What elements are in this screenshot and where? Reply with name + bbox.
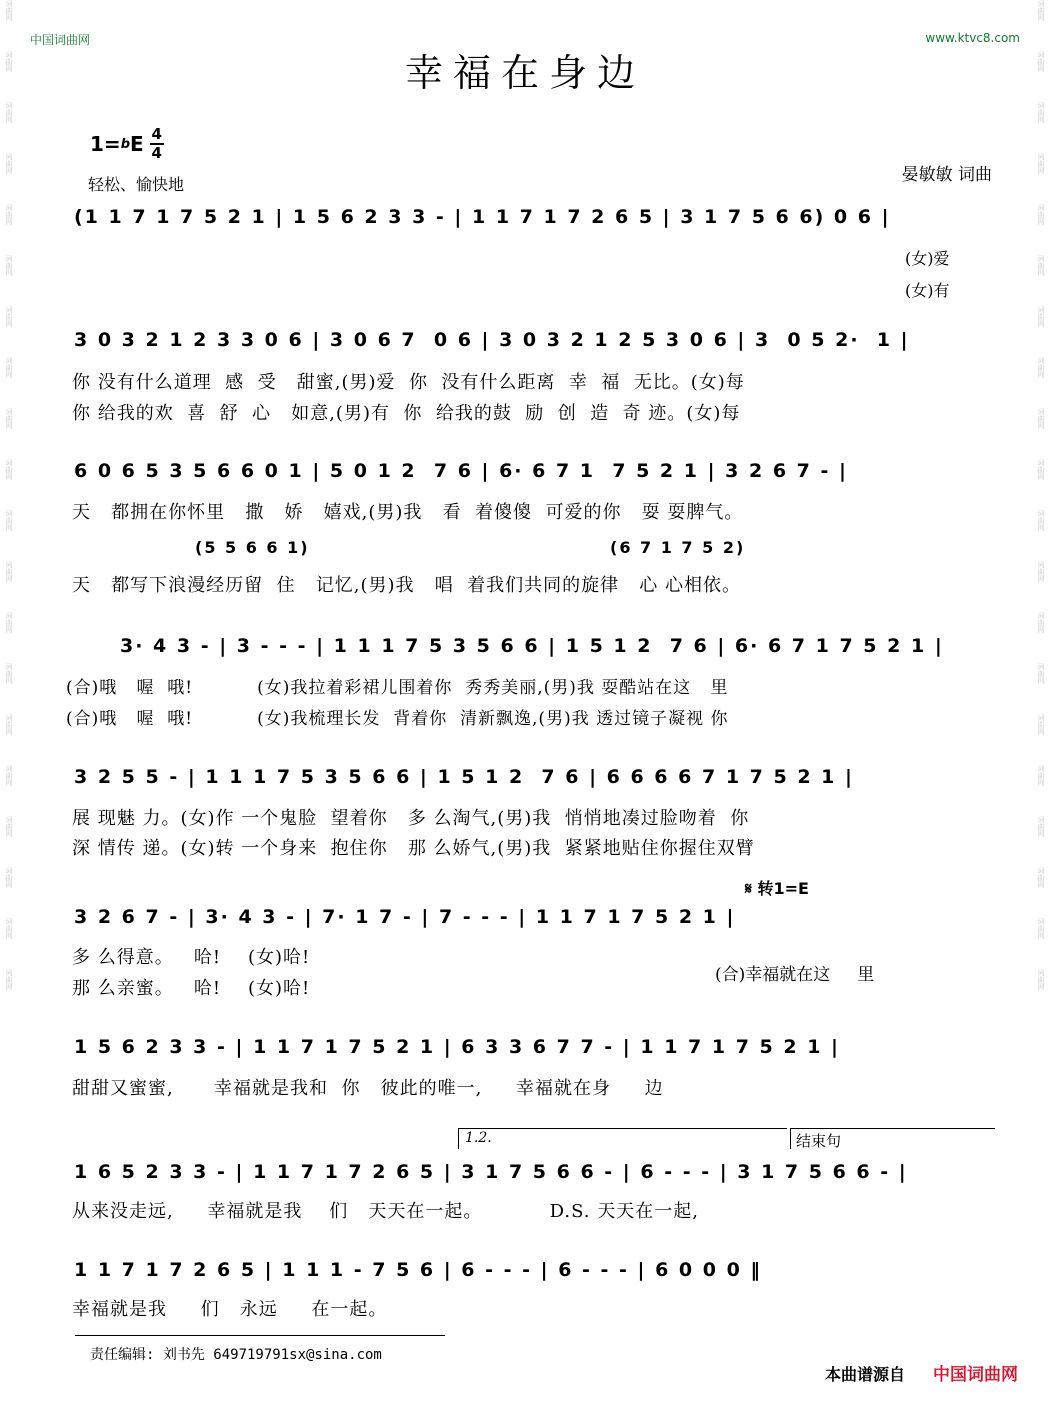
notes-line: 1 1 7 1 7 2 6 5 | 1 1 1 - 7 5 6 | 6 - - - | 6 - - - | 6 0 0 0 ‖: [74, 1259, 762, 1281]
lyric-line: (合)哦 喔 哦! (女)我梳理长发 背着你 清新飘逸,(男)我 透过镜子凝视 你: [66, 709, 729, 729]
ending-label: 结束句: [796, 1132, 842, 1150]
notes-line: 3 2 6 7 - | 3· 4 3 - | 7· 1 7 - | 7 - - - | 1 1 7 1 7 5 2 1 |: [74, 906, 736, 928]
notes-line: 6 0 6 5 3 5 6 6 0 1 | 5 0 1 2 7 6 | 6· 6 7 1 7 5 2 1 | 3 2 6 7 - |: [74, 460, 848, 482]
volta-line: [458, 1128, 787, 1149]
notes-line: 3· 4 3 - | 3 - - - | 1 1 1 7 5 3 5 6 6 | 1 5 1 2 7 6 | 6· 6 7 1 7 5 2 1 |: [120, 635, 944, 657]
key-prefix: 1=: [90, 132, 121, 156]
lyric-line: 你 没有什么道理 感 受 甜蜜,(男)爱 你 没有什么距离 幸 福 无比。(女)每: [72, 372, 745, 393]
lyric-line: (合)哦 喔 哦! (女)我拉着彩裙儿围着你 秀秀美丽,(男)我 耍酷站在这 里: [66, 678, 729, 698]
lyric-line: 幸福就是我 们 永远 在一起。: [72, 1299, 388, 1320]
lyric-line: (女)爱: [905, 249, 950, 268]
page-title: 幸福在身边: [404, 51, 645, 95]
lyric-line: (女)有: [905, 281, 950, 300]
notes-line: 3 2 5 5 - | 1 1 1 7 5 3 5 6 6 | 1 5 1 2 7 6 | 6 6 6 6 7 1 7 5 2 1 |: [74, 766, 854, 788]
lyric-line: 你 给我的欢 喜 舒 心 如意,(男)有 你 给我的鼓 励 创 造 奇 迹。(女)每: [72, 403, 741, 424]
lyric-line: 天 都拥在你怀里 撒 娇 嬉戏,(男)我 看 着傻傻 可爱的你 耍 耍脾气。: [72, 502, 744, 523]
key-signature: [90, 126, 164, 162]
segno-modulation: 𝄋 转1=E: [745, 879, 809, 898]
lyric-line: 甜甜又蜜蜜, 幸福就是我和 你 彼此的唯一, 幸福就在身 边: [72, 1078, 664, 1099]
site-name-link[interactable]: 中国词曲网: [30, 33, 91, 47]
time-signature: [150, 126, 164, 162]
notes-line: 1 6 5 2 3 3 - | 1 1 7 1 7 2 6 5 | 3 1 7 5 6 6 - | 6 - - - | 3 1 7 5 6 6 - |: [74, 1161, 908, 1183]
author-credit: 晏敏敏 词曲: [901, 165, 992, 185]
volta-bracket: 1.2.: [465, 1130, 492, 1146]
source-brand-link[interactable]: 中国词曲网: [933, 1365, 1018, 1385]
lyric-line: 深 情传 递。(女)转 一个身来 抱住你 那 么娇气,(男)我 紧紧地贴住你握住双臂: [72, 838, 755, 859]
lyric-line: 天 都写下浪漫经历留 住 记忆,(男)我 唱 着我们共同的旋律 心 心相依。: [72, 575, 742, 596]
alt-notes: (5 5 6 6 1): [195, 538, 310, 557]
key-note: E: [130, 132, 144, 156]
lyric-line: 从来没走远, 幸福就是我 们 天天在一起。 D.S. 天天在一起,: [72, 1201, 699, 1222]
time-top: 4: [151, 125, 162, 143]
time-bottom: 4: [151, 144, 162, 162]
notes-line: (1 1 7 1 7 5 2 1 | 1 5 6 2 3 3 - | 1 1 7 1 7 2 6 5 | 3 1 7 5 6 6) 0 6 |: [74, 206, 891, 228]
alt-notes: (6 7 1 7 5 2): [610, 538, 746, 557]
tempo-marking: 轻松、愉快地: [88, 175, 185, 194]
footer-divider: [75, 1335, 445, 1336]
notes-line: 3 0 3 2 1 2 3 3 0 6 | 3 0 6 7 0 6 | 3 0 3 2 1 2 5 3 0 6 | 3 0 5 2· 1 |: [74, 329, 910, 351]
notes-line: 1 5 6 2 3 3 - | 1 1 7 1 7 5 2 1 | 6 3 3 6 7 7 - | 1 1 7 1 7 5 2 1 |: [74, 1036, 840, 1058]
chorus-lyric: (合)幸福就在这 里: [715, 965, 875, 985]
source-label: 本曲谱源自: [824, 1365, 905, 1384]
ending-line: [790, 1128, 995, 1149]
site-url-link[interactable]: www.ktvc8.com: [925, 31, 1020, 45]
lyric-line: 展 现魅 力。(女)作 一个鬼脸 望着你 多 么淘气,(男)我 悄悄地凑过脸吻着 你: [72, 808, 750, 829]
editor-credit: 责任编辑: 刘书先 649719791sx@sina.com: [90, 1347, 382, 1363]
side-watermark-left: 词曲网 词曲网 词曲网 词曲网 词曲网 词曲网 词曲网 词曲网 词曲网 词曲网 词曲网 词曲网 词曲网 词曲网 词曲网 词曲网 词曲网 词曲网 词曲网 词曲网: [5, 0, 13, 990]
side-watermark-right: 词曲网 词曲网 词曲网 词曲网 词曲网 词曲网 词曲网 词曲网 词曲网 词曲网 词曲网 词曲网 词曲网 词曲网 词曲网 词曲网 词曲网 词曲网 词曲网 词曲网: [1037, 0, 1045, 990]
lyric-line: 多 么得意。 哈! (女)哈!: [72, 947, 311, 968]
lyric-line: 那 么亲蜜。 哈! (女)哈!: [72, 978, 311, 999]
flat-sign: b: [120, 136, 130, 152]
